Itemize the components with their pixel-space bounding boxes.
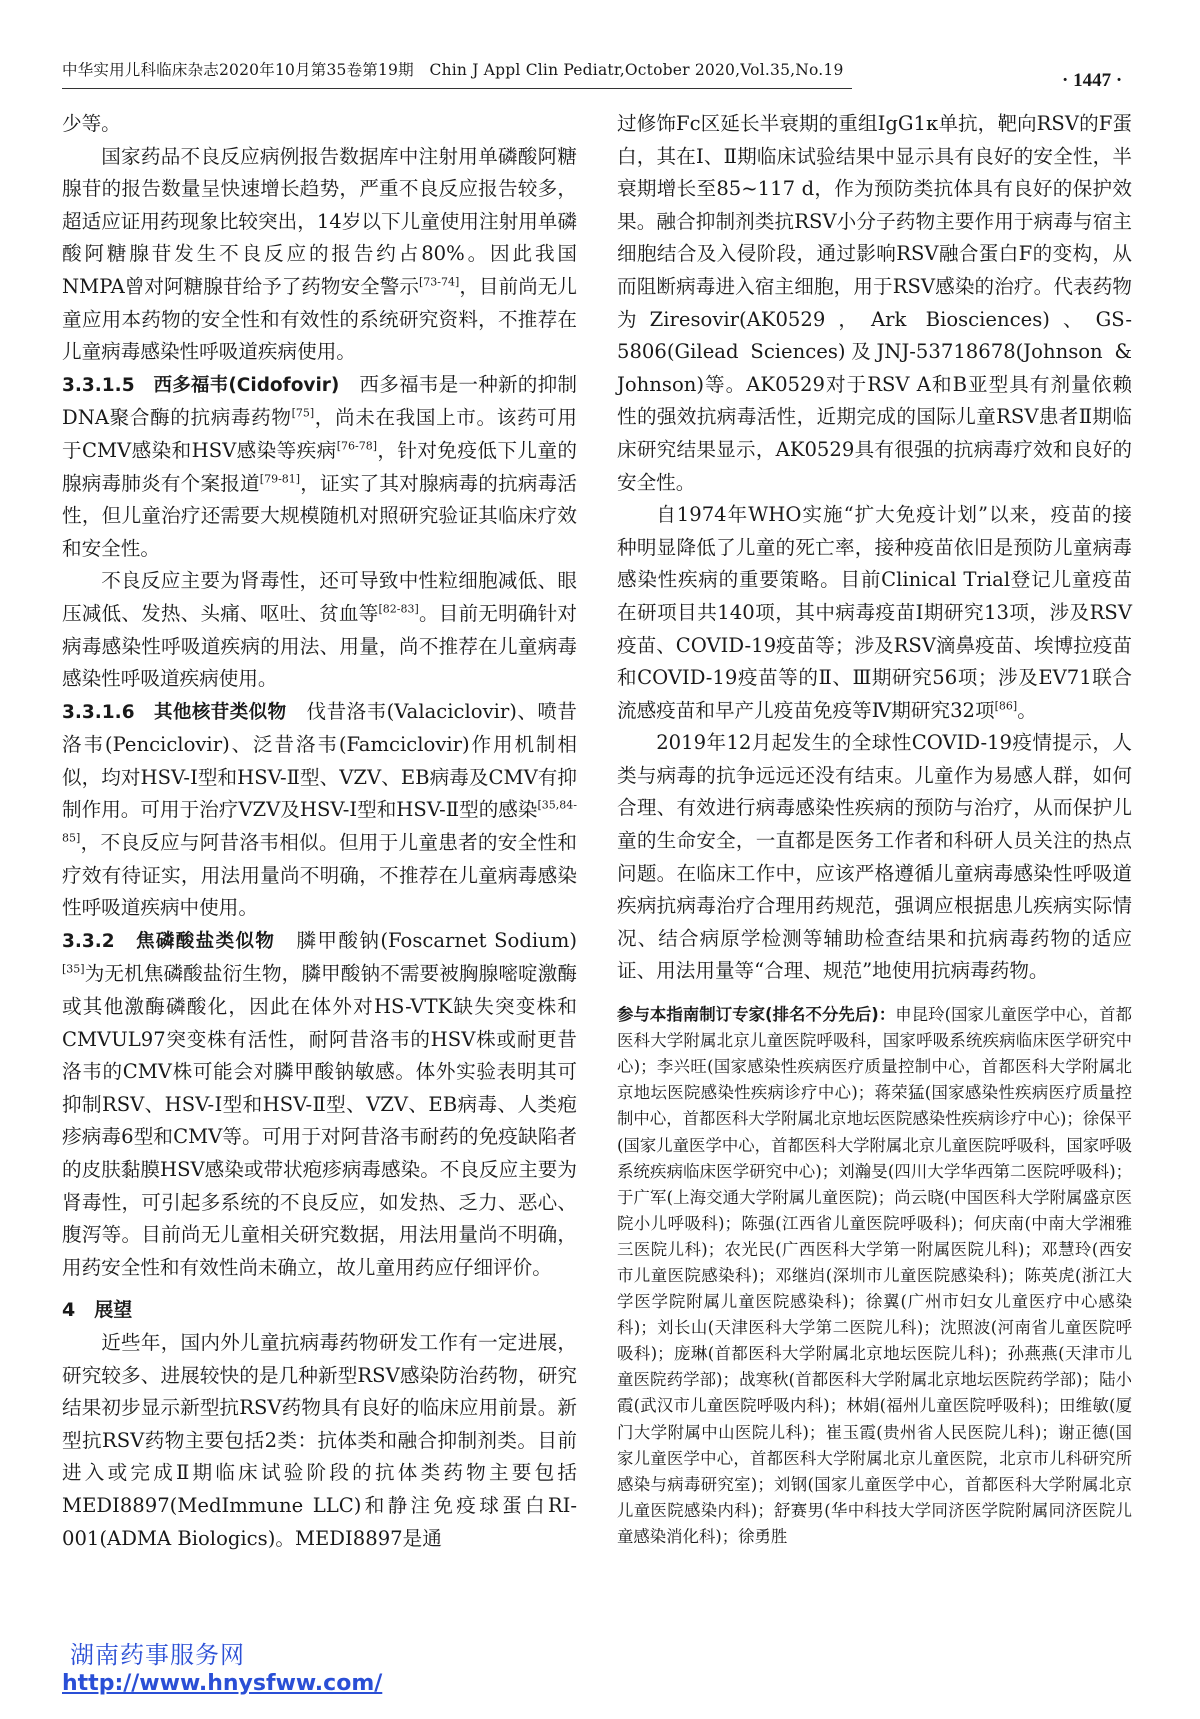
paragraph: 不良反应主要为肾毒性，还可导致中性粒细胞减低、眼压减低、发热、头痛、呕吐、贫血等[82-83]。目前无明确针对病毒感染性呼吸道疾病的用法、用量，尚不推荐在儿童病毒感染性呼吸道疾病使用。	[62, 569, 577, 691]
left-column	[62, 108, 577, 1555]
citation: [79-81]	[259, 472, 301, 485]
watermark-url-link[interactable]: http://www.hnysfww.com/	[62, 1671, 383, 1696]
paragraph: 自1974年WHO实施“扩大免疫计划”以来，疫苗的接种明显降低了儿童的死亡率，接种疫苗依旧是预防儿童病毒感染性疾病的重要策略。目前Clinical Trial登记儿童疫苗在研项目共140项，其中病毒疫苗Ⅰ期研究13项，涉及RSV疫苗、COVID-19疫苗等；涉及RSV滴鼻疫苗、埃博拉疫苗和COVID-19疫苗等的Ⅱ、Ⅲ期研究56项；涉及EV71联合流感疫苗和早产儿疫苗免疫等Ⅳ期研究32项[86]。	[617, 503, 1132, 722]
paragraph: 2019年12月起发生的全球性COVID-19疫情提示，人类与病毒的抗争远远还没有结束。儿童作为易感人群，如何合理、有效进行病毒感染性疾病的预防与治疗，从而保护儿童的生命安全，一直都是医务工作者和科研人员关注的热点问题。在临床工作中，应该严格遵循儿童病毒感染性呼吸道疾病抗病毒治疗合理用药规范，强调应根据患儿疾病实际情况、结合病原学检测等辅助检查结果和抗病毒药物的适应证、用法用量等“合理、规范”地使用抗病毒药物。	[617, 731, 1132, 983]
paragraph: 近些年，国内外儿童抗病毒药物研发工作有一定进展，研究较多、进展较快的是几种新型RSV感染防治药物，研究结果初步显示新型抗RSV药物具有良好的临床应用前景。新型抗RSV药物主要包括2类：抗体类和融合抑制剂类。目前进入或完成Ⅱ期临床试验阶段的抗体类药物主要包括MEDI8897(MedImmune LLC)和静注免疫球蛋白RI-001(ADMA Biologics)。MEDI8897是通	[62, 1330, 577, 1550]
citation: [76-78]	[336, 439, 377, 453]
section-332: 3.3.2 焦磷酸盐类似物 膦甲酸钠(Foscarnet Sodium)[35]为无机焦磷酸盐衍生物，膦甲酸钠不需要被胸腺嘧啶激酶或其他激酶磷酸化，因此在体外对HS-VTK缺失突变株和CMVUL97突变株有活性，耐阿昔洛韦的HSV株或耐更昔洛韦的CMV株可能会对膦甲酸钠敏感。体外实验表明其可抑制RSV、HSV-Ⅰ型和HSV-Ⅱ型、VZV、EB病毒、人类疱疹病毒6型和CMV等。可用于对阿昔洛韦耐药的免疫缺陷者的皮肤黏膜HSV感染或带状疱疹病毒感染。不良反应主要为肾毒性，可引起多系统的不良反应，如发热、乏力、恶心、腹泻等。目前尚无儿童相关研究数据，用法用量尚不明确，用药安全性和有效性尚未确立，故儿童用药应仔细评价。	[62, 928, 577, 1279]
header-rule	[62, 88, 852, 89]
section-heading: 3.3.1.5 西多福韦(Cidofovir)	[62, 374, 340, 396]
section-3315: 3.3.1.5 西多福韦(Cidofovir) 西多福韦是一种新的抑制DNA聚合酶的抗病毒药物[75]，尚未在我国上市。该药可用于CMV感染和HSV感染等疾病[76-78]，针对免疫低下儿童的腺病毒肺炎有个案报道[79-81]，证实了其对腺病毒的抗病毒活性，但儿童治疗还需要大规模随机对照研究验证其临床疗效和安全性。	[62, 372, 578, 560]
running-header: 中华实用儿科临床杂志2020年10月第35卷第19期 Chin J Appl Clin Pediatr,October 2020,Vol.35,No.19	[62, 61, 844, 79]
watermark	[62, 1640, 382, 1698]
section-heading: 3.3.2 焦磷酸盐类似物	[62, 930, 276, 952]
expert-list: 参与本指南制订专家(排名不分先后)：申昆玲(国家儿童医学中心，首都医科大学附属北京儿童医院呼吸科，国家呼吸系统疾病临床医学研究中心)；李兴旺(国家感染性疾病医疗质量控制中心，首都医科大学附属北京地坛医院感染性疾病诊疗中心)；蒋荣猛(国家感染性疾病医疗质量控制中心，首都医科大学附属北京地坛医院感染性疾病诊疗中心)；徐保平(国家儿童医学中心，首都医科大学附属北京儿童医院呼吸科，国家呼吸系统疾病临床医学研究中心)；刘瀚旻(四川大学华西第二医院呼吸科)；于广军(上海交通大学附属儿童医院)；尚云晓(中国医科大学附属盛京医院小儿呼吸科)；陈强(江西省儿童医院呼吸科)；何庆南(中南大学湘雅三医院儿科)；农光民(广西医科大学第一附属医院儿科)；邓慧玲(西安市儿童医院感染科)；邓继岿(深圳市儿童医院感染科)；陈英虎(浙江大学医学院附属儿童医院感染科)；徐翼(广州市妇女儿童医疗中心感染科)；刘长山(天津医科大学第二医院儿科)；沈照波(河南省儿童医院呼吸科)；庞琳(首都医科大学附属北京地坛医院儿科)；孙燕燕(天津市儿童医院药学部)；战寒秋(首都医科大学附属北京地坛医院药学部)；陆小霞(武汉市儿童医院呼吸内科)；林娟(福州儿童医院呼吸科)；田维敏(厦门大学附属中山医院儿科)；崔玉霞(贵州省人民医院儿科)；谢正德(国家儿童医学中心，首都医科大学附属北京儿童医院，北京市儿科研究所感染与病毒研究室)；刘钢(国家儿童医学中心，首都医科大学附属北京儿童医院感染内科)；舒赛男(华中科技大学同济医学院附属同济医院儿童感染消化科)；徐勇胜	[617, 1005, 1132, 1546]
citation: [35]	[62, 962, 85, 976]
section-heading: 3.3.1.6 其他核苷类似物	[62, 701, 287, 723]
expert-list-lead: 参与本指南制订专家(排名不分先后)：	[617, 1005, 896, 1025]
citation: [73-74]	[419, 275, 460, 289]
paragraph: 国家药品不良反应病例报告数据库中注射用单磷酸阿糖腺苷的报告数量呈快速增长趋势，严重不良反应报告较多，超适应证用药现象比较突出，14岁以下儿童使用注射用单磷酸阿糖腺苷发生不良反应的报告约占80%。因此我国NMPA曾对阿糖腺苷给予了药物安全警示[73-74]，目前尚无儿童应用本药物的安全性和有效性的系统研究资料，不推荐在儿童病毒感染性呼吸道疾病使用。	[62, 144, 577, 364]
page-number: · 1447 ·	[1062, 70, 1123, 91]
section-4-heading: 4 展望	[62, 1299, 133, 1322]
section-3316: 3.3.1.6 其他核苷类似物 伐昔洛韦(Valaciclovir)、喷昔洛韦(Penciclovir)、泛昔洛韦(Famciclovir)作用机制相似，均对HSV-Ⅰ型和HSV-Ⅱ型、VZV、EB病毒及CMV有抑制作用。可用于治疗VZV及HSV-Ⅰ型和HSV-Ⅱ型的感染[35,84-85]，不良反应与阿昔洛韦相似。但用于儿童患者的安全性和疗效有待证实，用法用量尚不明确，不推荐在儿童病毒感染性呼吸道疾病中使用。	[62, 699, 578, 920]
citation: [86]	[994, 699, 1018, 713]
citation: [82-83]	[378, 602, 419, 616]
paragraph: 过修饰Fc区延长半衰期的重组IgG1κ单抗，靶向RSV的F蛋白，其在Ⅰ、Ⅱ期临床试验结果中显示具有良好的安全性，半衰期增长至85~117 d，作为预防类抗体具有良好的保护效果。融合抑制剂类抗RSV小分子药物主要作用于病毒与宿主细胞结合及入侵阶段，通过影响RSV融合蛋白F的变构，从而阻断病毒进入宿主细胞，用于RSV感染的治疗。代表药物为Ziresovir(AK0529，Ark Biosciences)、GS-5806(Gilead Sciences)及JNJ-53718678(Johnson & Johnson)等。AK0529对于RSV A和B亚型具有剂量依赖性的强效抗病毒活性，近期完成的国际儿童RSV患者Ⅱ期临床研究结果显示，AK0529具有很强的抗病毒疗效和良好的安全性。	[617, 112, 1132, 494]
citation: [35,84-85]	[62, 798, 577, 845]
right-column	[617, 108, 1132, 1550]
watermark-name: 湖南药事服务网	[70, 1641, 245, 1669]
paragraph: 少等。	[62, 112, 121, 135]
citation: [75]	[291, 406, 315, 420]
